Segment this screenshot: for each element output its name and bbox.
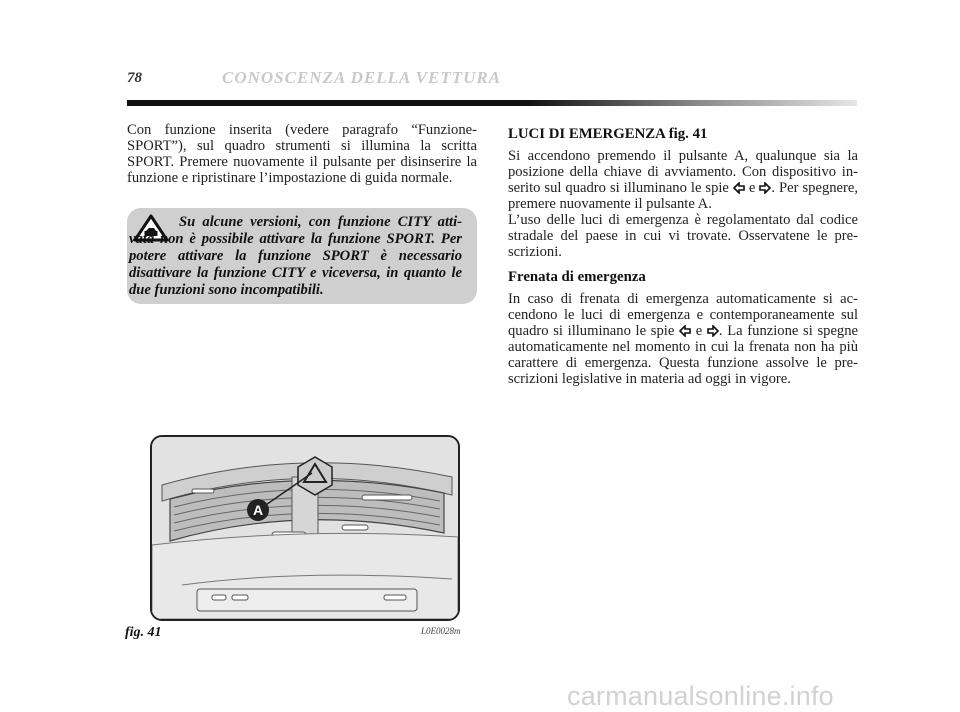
header-rule bbox=[127, 100, 857, 106]
callout-a: A bbox=[252, 502, 264, 518]
sport-paragraph: Con funzione inserita (vedere paragrafo “Funzione-SPORT”), sul quadro strumenti si illumina la scritta SPORT. Premere nuovamente il pulsante per disinserire la funzione e ripristinare l’impostazione di guida normale. bbox=[127, 122, 477, 186]
figure-code: L0E0028m bbox=[421, 626, 461, 636]
turn-signal-right-icon bbox=[759, 182, 771, 194]
page-number: 78 bbox=[127, 70, 142, 86]
section-heading-hazard-lights: LUCI DI EMERGENZA fig. 41 bbox=[508, 126, 708, 142]
right-column bbox=[508, 122, 858, 387]
left-column bbox=[127, 122, 477, 186]
warning-text: Su alcune versioni, con funzione CITY atti-vata non è possibile attivare la funzione SPORT. Per potere attivare la funzione SPORT è necessario disattivare la funzione CITY e viceversa, in quanto le due funzioni sono incompatibili. bbox=[129, 214, 462, 298]
dashboard-illustration bbox=[152, 437, 458, 619]
figure-label: fig. 41 bbox=[125, 625, 162, 640]
emergency-braking-paragraph: In caso di frenata di emergenza automaticamente si ac-cendono le luci di emergenza e contemporaneamente sul quadro si illuminano le spie e . La funzione si spegne automaticamente nel momento in cui la frenata non ha più carattere di emergenza. Questa funzione assolve le pre-scrizioni legislative in materia ad oggi in vigore. bbox=[508, 291, 859, 387]
section-heading-emergency-braking: Frenata di emergenza bbox=[508, 269, 646, 285]
warning-note bbox=[127, 208, 477, 304]
turn-signal-left-icon bbox=[733, 182, 745, 194]
turn-signal-left-icon bbox=[679, 325, 691, 337]
turn-signal-right-icon bbox=[707, 325, 719, 337]
regulation-paragraph: L’uso delle luci di emergenza è regolamentato dal codice stradale del paese in cui vi trovate. Osservatene le pre-scrizioni. bbox=[508, 212, 858, 260]
figure-dashboard-hazard-button bbox=[150, 435, 460, 621]
hazard-paragraph: Si accendono premendo il pulsante A, qualunque sia la posizione della chiave di avviamento. Con dispositivo in-serito sul quadro si illuminano le spie e . Per spegnere, premere nuovamente il pulsante A. bbox=[508, 148, 858, 212]
watermark: carmanualsonline.info bbox=[567, 681, 834, 711]
chapter-title: CONOSCENZA DELLA VETTURA bbox=[222, 68, 502, 87]
